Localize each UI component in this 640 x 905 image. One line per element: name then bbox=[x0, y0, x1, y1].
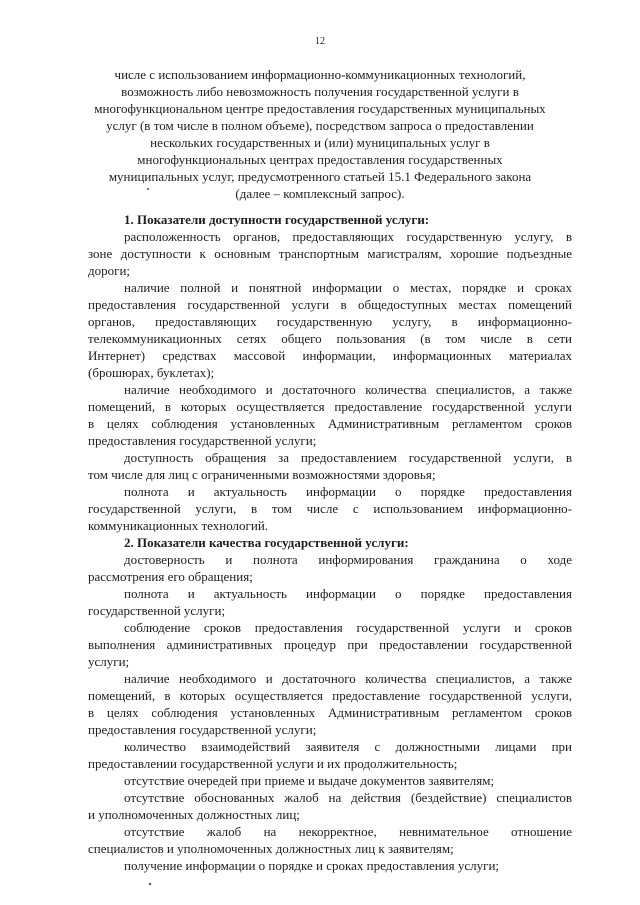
paragraph-line: полнота и актуальность информации о порядке предоставления bbox=[124, 586, 572, 601]
section-heading: 2. Показатели качества государственной услуги: bbox=[124, 535, 409, 550]
paragraph-line: соблюдение сроков предоставления государственной услуги и сроков bbox=[124, 620, 572, 635]
paragraph-line: доступность обращения за предоставлением государственной услуги, в bbox=[124, 450, 572, 465]
intro-line: числе с использованием информационно-коммуникационных технологий, bbox=[114, 67, 526, 82]
paragraph-line: Интернет) средствах массовой информации, информационных материалах bbox=[88, 348, 572, 363]
intro-line: (далее – комплексный запрос). bbox=[235, 186, 405, 201]
paragraph-line: полнота и актуальность информации о порядке предоставления bbox=[124, 484, 572, 499]
paragraph-line: предоставления государственной услуги; bbox=[88, 722, 317, 737]
paragraph-line: помещений, в которых осуществляется предоставление государственной услуги, bbox=[88, 688, 572, 703]
paragraph-line: расположенность органов, предоставляющих государственную услугу, в bbox=[124, 229, 572, 244]
intro-line: муниципальных услуг, предусмотренного статьей 15.1 Федерального закона bbox=[108, 169, 532, 184]
paragraph-line: помещений, в которых осуществляется предоставление государственной услуги bbox=[88, 399, 572, 414]
paragraph-line: (брошюрах, буклетах); bbox=[88, 365, 215, 380]
scan-speck bbox=[147, 188, 149, 190]
paragraph-line: отсутствие очередей при приеме и выдаче документов заявителям; bbox=[124, 773, 495, 788]
paragraph-line: достоверность и полнота информирования гражданина о ходе bbox=[124, 552, 572, 567]
paragraph-line: отсутствие жалоб на некорректное, невнимательное отношение bbox=[124, 824, 572, 839]
paragraph-line: услуги; bbox=[88, 654, 130, 669]
paragraph-line: в целях соблюдения установленных Административным регламентом сроков bbox=[88, 416, 572, 431]
intro-line: возможность либо невозможность получения государственной услуги в bbox=[121, 84, 519, 99]
section-heading: 1. Показатели доступности государственной услуги: bbox=[124, 212, 430, 227]
paragraph-line: телекоммуникационных сетях общего пользования (в том числе в сети bbox=[88, 331, 572, 346]
paragraph-line: государственной услуги; bbox=[88, 603, 226, 618]
paragraph-line: наличие необходимого и достаточного количества специалистов, а также bbox=[124, 382, 572, 397]
intro-line: нескольких государственных и (или) муниципальных услуг в bbox=[150, 135, 490, 150]
paragraph-line: выполнения административных процедур при предоставлении государственной bbox=[88, 637, 572, 652]
paragraph-line: зоне доступности к основным транспортным магистралям, хорошие подъездные bbox=[88, 246, 572, 261]
paragraph-line: наличие полной и понятной информации о местах, порядке и сроках bbox=[124, 280, 572, 295]
intro-line: многофункциональном центре предоставления государственных муниципальных bbox=[94, 101, 546, 116]
paragraph-line: в целях соблюдения установленных Административным регламентом сроков bbox=[88, 705, 572, 720]
paragraph-line: органов, предоставляющих государственную услугу, в информационно- bbox=[88, 314, 572, 329]
paragraph-line: и уполномоченных должностных лиц; bbox=[88, 807, 300, 822]
paragraph-line: количество взаимодействий заявителя с должностными лицами при bbox=[124, 739, 572, 754]
paragraph-line: предоставлении государственной услуги и их продолжительность; bbox=[88, 756, 458, 771]
scan-speck bbox=[149, 883, 151, 885]
paragraph-line: государственной услуги, в том числе с использованием информационно- bbox=[88, 501, 572, 516]
paragraph-line: коммуникационных технологий. bbox=[88, 518, 269, 533]
paragraph-line: рассмотрения его обращения; bbox=[88, 569, 253, 584]
paragraph-line: наличие необходимого и достаточного количества специалистов, а также bbox=[124, 671, 572, 686]
paragraph-line: предоставления государственной услуги в общедоступных местах помещений bbox=[88, 297, 572, 312]
paragraph-line: том числе для лиц с ограниченными возможностями здоровья; bbox=[88, 467, 436, 482]
intro-line: многофункциональных центрах предоставления государственных bbox=[137, 152, 503, 167]
intro-line: услуг (в том числе в полном объеме), посредством запроса о предоставлении bbox=[106, 118, 534, 133]
paragraph-line: дороги; bbox=[88, 263, 131, 278]
paragraph-line: предоставления государственной услуги; bbox=[88, 433, 317, 448]
paragraph-line: получение информации о порядке и сроках предоставления услуги; bbox=[124, 858, 500, 873]
paragraph-line: специалистов и уполномоченных должностных лиц к заявителям; bbox=[88, 841, 454, 856]
paragraph-line: отсутствие обоснованных жалоб на действия (бездействие) специалистов bbox=[124, 790, 572, 805]
page-number: 12 bbox=[315, 36, 325, 47]
